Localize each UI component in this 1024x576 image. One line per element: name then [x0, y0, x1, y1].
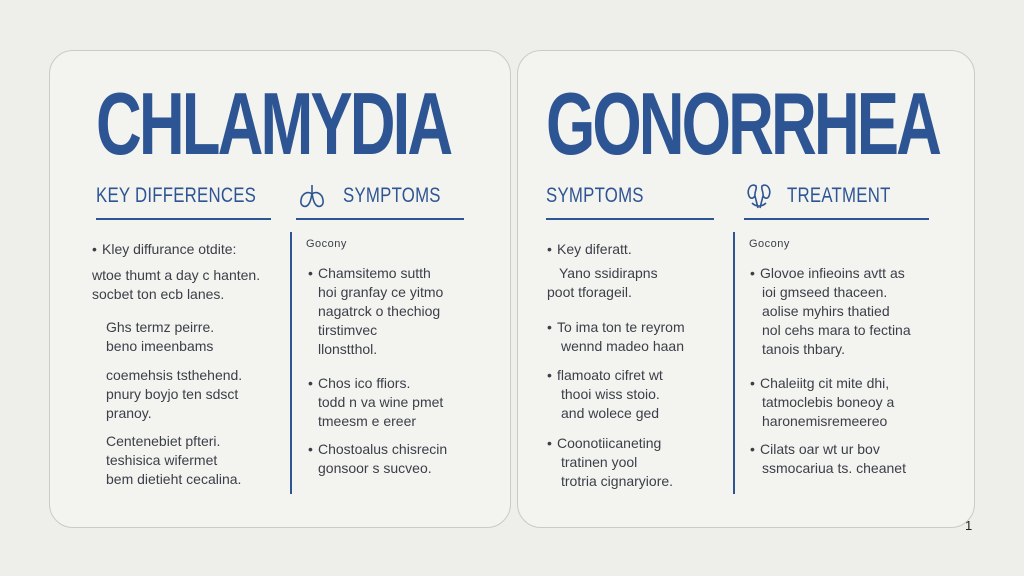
sub-label-right: Gocony	[749, 238, 790, 250]
symptoms-heading-right: SYMPTOMS	[546, 184, 644, 207]
key-differences-heading: KEY DIFFERENCES	[96, 184, 257, 207]
list-item: • Chostoalus chisrecin gonsoor s sucveo.	[308, 441, 448, 476]
key-differences-rule	[96, 218, 271, 220]
symptoms-rule-right	[546, 218, 714, 220]
list-item: • Kley diffurance otdite: wtoe thumt a day c hanten. socbet ton ecb lanes.	[92, 241, 261, 302]
treatment-rule	[744, 218, 929, 220]
symptoms-rule-left	[296, 218, 464, 220]
symptoms-heading-left: SYMPTOMS	[343, 184, 441, 207]
list-item: • Chamsitemo sutth hoi granfay ce yitmo nagatrck o thechiog tirstimvec llonstthol.	[308, 265, 444, 357]
list-item: • Glovoe infieoins avtt as ioi gmseed thaceen. aolise myhirs thatied nol cehs mara to fectina tanois thbary.	[750, 265, 911, 357]
list-item: Centenebiet pfteri. teshisica wifermet bem dietieht cecalina.	[106, 433, 242, 487]
gonorrhea-title: GONORRHEA	[546, 74, 939, 173]
list-item: • Coonotiicaneting tratinen yool trotria cignaryiore.	[547, 435, 674, 489]
list-item: Ghs termz peirre. beno imeenbams	[106, 319, 215, 354]
list-item: • Cilats oar wt ur bov ssmocariua ts. cheanet	[750, 441, 906, 476]
column-divider-left	[290, 232, 292, 494]
kidneys-icon	[744, 181, 774, 211]
list-item: • To ima ton te reyrom wennd madeo haan	[547, 319, 685, 354]
list-item: • flamoato cifret wt thooi wiss stoio. and wolece ged	[547, 367, 663, 421]
lungs-icon	[297, 181, 327, 211]
treatment-heading: TREATMENT	[787, 184, 891, 207]
list-item: • Key diferatt. Yano ssidirapns poot tforageil.	[547, 241, 658, 300]
sub-label-left: Gocony	[306, 238, 347, 250]
page-number: 1	[965, 518, 973, 533]
list-item: • Chos ico ffiors. todd n va wine pmet tmeesm e ereer	[308, 375, 444, 429]
list-item: • Chaleiitg cit mite dhi, tatmoclebis boneoy a haronemisremeereo	[750, 375, 895, 429]
chlamydia-title: CHLAMYDIA	[96, 74, 451, 173]
column-divider-right	[733, 232, 735, 494]
list-item: coemehsis tsthehend. pnury boyjo ten sdsct pranoy.	[106, 367, 243, 421]
